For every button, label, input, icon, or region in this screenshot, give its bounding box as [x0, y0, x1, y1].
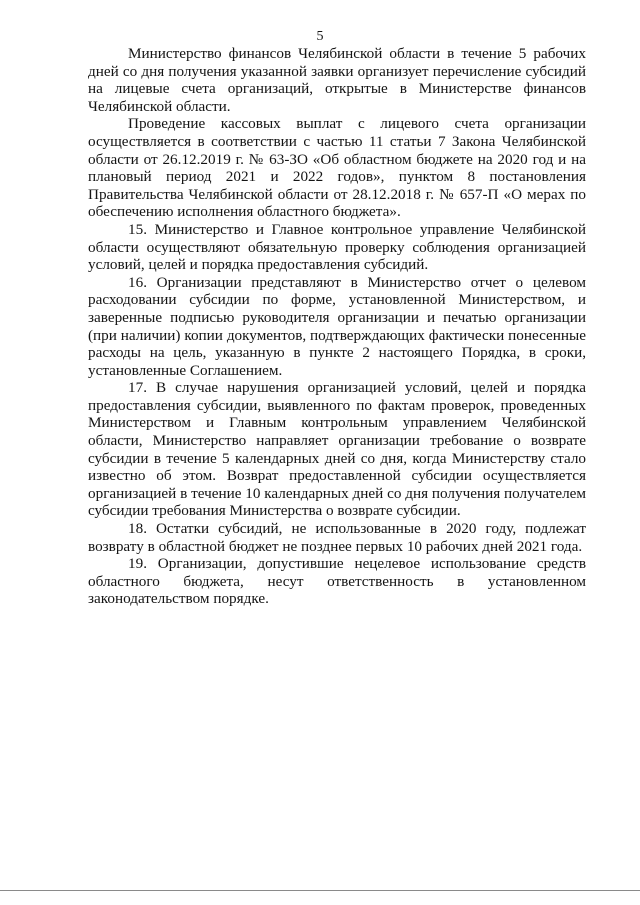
paragraph-item-19: 19. Организации, допустившие нецелевое использование средств областного бюджета, несут ответственность в установленном законодательством порядке.	[88, 555, 586, 608]
paragraph-item-16: 16. Организации представляют в Министерство отчет о целевом расходовании субсидии по форме, установленной Министерством, и заверенные подписью руководителя организации и печатью организации (при наличии) копии документов, подтверждающих фактически понесенные расходы на цель, указанную в пункте 2 настоящего Порядка, в сроки, установленные Соглашением.	[88, 273, 586, 379]
document-body	[88, 45, 586, 608]
paragraph-payment-transfer: Министерство финансов Челябинской области в течение 5 рабочих дней со дня получения указанной заявки организует перечисление субсидий на лицевые счета организаций, открытые в Министерстве финансов Челябинской области.	[88, 45, 586, 115]
paragraph-cash-payments: Проведение кассовых выплат с лицевого счета организации осуществляется в соответствии с частью 11 статьи 7 Закона Челябинской области от 26.12.2019 г. № 63-ЗО «Об областном бюджете на 2020 год и на плановый период 2021 и 2022 годов», пунктом 8 постановления Правительства Челябинской области от 28.12.2018 г. № 657-П «О мерах по обеспечению исполнения областного бюджета».	[88, 115, 586, 221]
bottom-scan-edge	[0, 890, 640, 891]
paragraph-item-17: 17. В случае нарушения организацией условий, целей и порядка предоставления субсидии, выявленного по фактам проверок, проведенных Министерством и Главным контрольным управлением Челябинской области, Министерство направляет организации требование о возврате субсидии в течение 5 календарных дней со дня, когда Министерству стало известно об этом. Возврат предоставленной субсидии осуществляется организацией в течение 10 календарных дней со дня получения получателем субсидии требования Министерства о возврате субсидии.	[88, 379, 586, 520]
paragraph-item-18: 18. Остатки субсидий, не использованные в 2020 году, подлежат возврату в областной бюджет не позднее первых 10 рабочих дней 2021 года.	[88, 520, 586, 555]
paragraph-item-15: 15. Министерство и Главное контрольное управление Челябинской области осуществляют обязательную проверку соблюдения организацией условий, целей и порядка предоставления субсидий.	[88, 220, 586, 274]
page-number: 5	[316, 29, 324, 44]
